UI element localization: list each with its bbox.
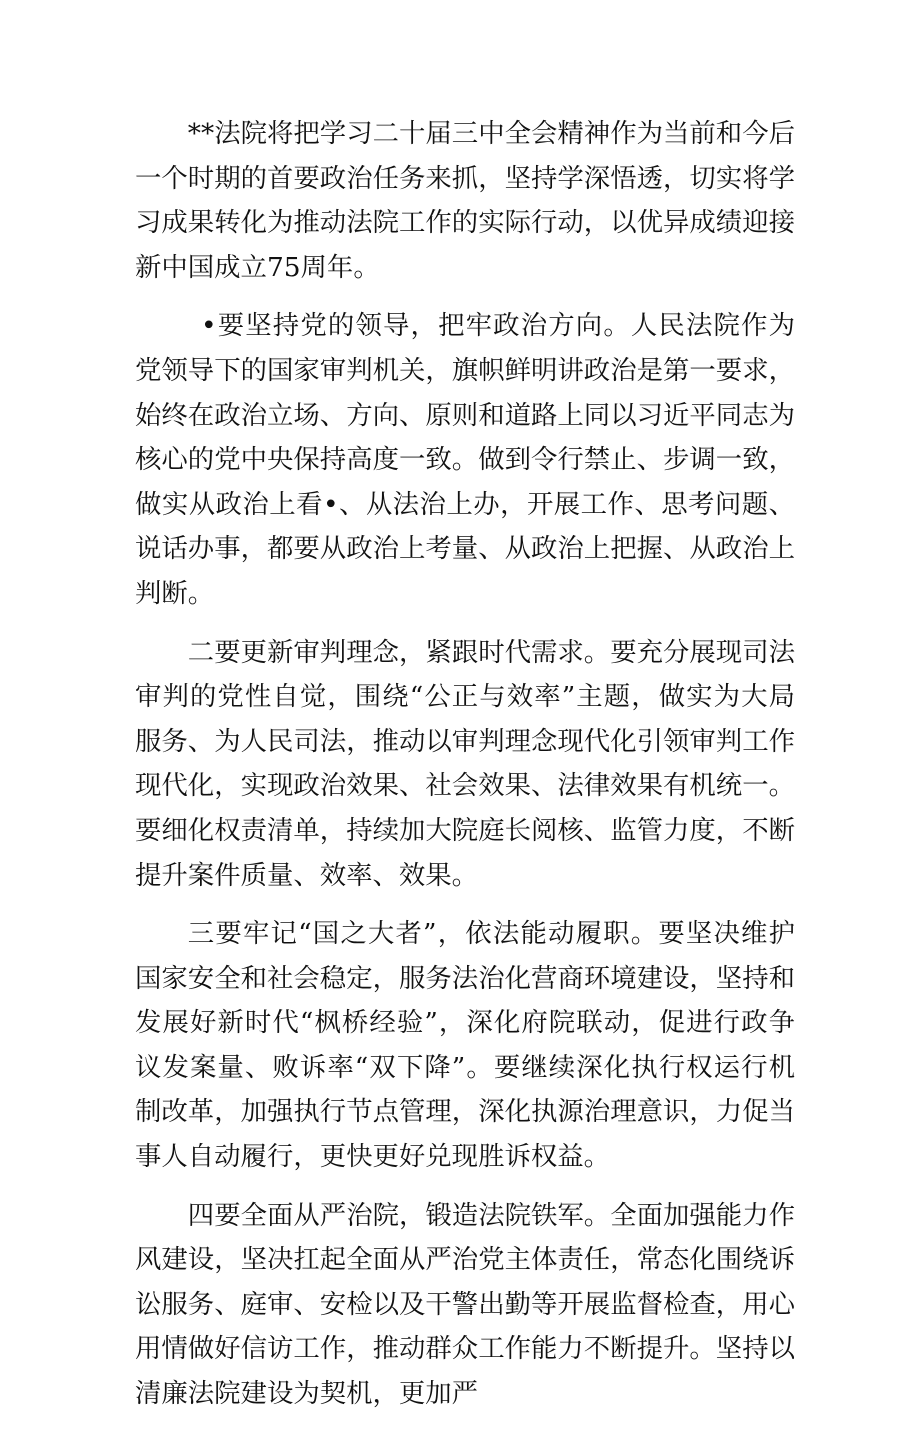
document-body — [135, 112, 795, 1431]
paragraph-point-two: 二要更新审判理念，紧跟时代需求。要充分展现司法审判的党性自觉，围绕“公正与效率”主题，做实为大局服务、为人民司法，推动以审判理念现代化引领审判工作现代化，实现政治效果、社会效果、法律效果有机统一。要细化权责清单，持续加大院庭长阅核、监管力度，不断提升案件质量、效率、效果。 — [135, 636, 795, 891]
paragraph-point-one: •要坚持党的领导，把牢政治方向。人民法院作为党领导下的国家审判机关，旗帜鲜明讲政治是第一要求，始终在政治立场、方向、原则和道路上同以习近平同志为核心的党中央保持高度一致。做到令行禁止、步调一致，做实从政治上看•、从法治上办，开展工作、思考问题、说话办事，都要从政治上考量、从政治上把握、从政治上判断。 — [135, 310, 795, 609]
paragraph-intro: **法院将把学习二十届三中全会精神作为当前和今后一个时期的首要政治任务来抓，坚持学深悟透，切实将学习成果转化为推动法院工作的实际行动，以优异成绩迎接新中国成立75周年。 — [135, 118, 795, 283]
paragraph-point-four: 四要全面从严治院，锻造法院铁军。全面加强能力作风建设，坚决扛起全面从严治党主体责任，常态化围绕诉讼服务、庭审、安检以及干警出勤等开展监督检查，用心用情做好信访工作，推动群众工作能力不断提升。坚持以清廉法院建设为契机，更加严 — [135, 1199, 795, 1410]
paragraph-point-three: 三要牢记“国之大者”，依法能动履职。要坚决维护国家安全和社会稳定，服务法治化营商环境建设，坚持和发展好新时代“枫桥经验”，深化府院联动，促进行政争议发案量、败诉率“双下降”。要继续深化执行权运行机制改革，加强执行节点管理，深化执源治理意识，力促当事人自动履行，更快更好兑现胜诉权益。 — [135, 918, 795, 1173]
